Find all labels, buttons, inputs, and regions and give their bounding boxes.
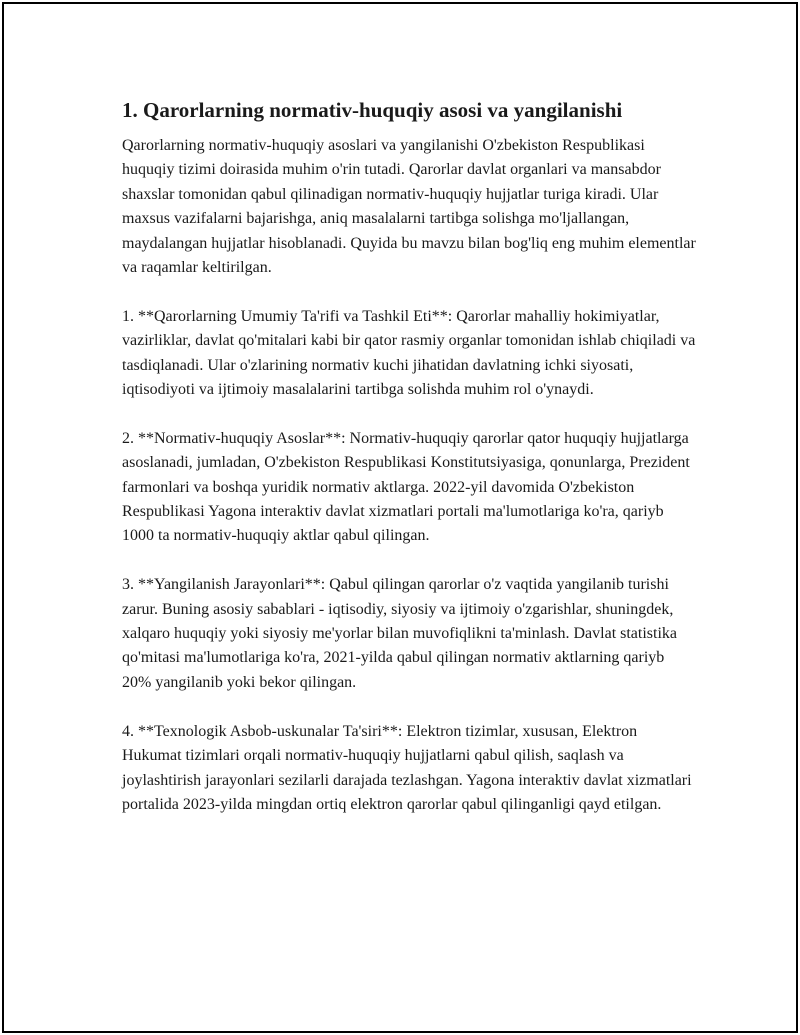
paragraph-2-legal-basis: 2. **Normativ-huquqiy Asoslar**: Normativ-huquqiy qarorlar qator huquqiy hujjatlarga asoslanadi, jumladan, O'zbekiston Respublikasi Konstitutsiyasiga, qonunlarga, Prezident farmonlari va boshqa yuridik normativ aktlarga. 2022-yil davomida O'zbekiston Respublikasi Yagona interaktiv davlat xizmatlari portali ma'lumotlariga ko'ra, qariyb 1000 ta normativ-huquqiy aktlar qabul qilingan.	[122, 429, 690, 545]
intro-paragraph: Qarorlarning normativ-huquqiy asoslari va yangilanishi O'zbekiston Respublikasi huquqiy tizimi doirasida muhim o'rin tutadi. Qarorlar davlat organlari va mansabdor shaxslar tomonidan qabul qilinadigan normativ-huquqiy hujjatlar turiga kiradi. Ular maxsus vazifalarni bajarishga, aniq masalalarni tartibga solishga mo'ljallangan, maydalangan hujjatlar hisoblanadi. Quyida bu mavzu bilan bog'liq eng muhim elementlar va raqamlar keltirilgan.	[122, 137, 696, 277]
paragraph-1-definition: 1. **Qarorlarning Umumiy Ta'rifi va Tashkil Eti**: Qarorlar mahalliy hokimiyatlar, vazirliklar, davlat qo'mitalari kabi bir qator rasmiy organlar tomonidan ishlab chiqiladi va tasdiqlanadi. Ular o'zlarining normativ kuchi jihatidan davlatning ichki siyosati, iqtisodiyoti va ijtimoiy masalalarini tartibga solishda muhim rol o'ynaydi.	[122, 307, 696, 399]
paragraph-4-technology-impact: 4. **Texnologik Asbob-uskunalar Ta'siri**: Elektron tizimlar, xususan, Elektron Hukumat tizimlari orqali normativ-huquqiy hujjatlarni qabul qilish, saqlash va joylashtirish jarayonlari sezilarli darajada tezlashgan. Yagona interaktiv davlat xizmatlari portalida 2023-yilda mingdan ortiq elektron qarorlar qabul qilinganligi qayd etilgan.	[122, 722, 692, 813]
paragraph-3-update-process: 3. **Yangilanish Jarayonlari**: Qabul qilingan qarorlar o'z vaqtida yangilanib turishi zarur. Buning asosiy sabablari - iqtisodiy, siyosiy va ijtimoiy o'zgarishlar, shuningdek, xalqaro huquqiy yoki siyosiy me'yorlar bilan muvofiqlikni ta'minlash. Davlat statistika qo'mitasi ma'lumotlariga ko'ra, 2021-yilda qabul qilingan normativ aktlarning qariyb 20% yangilanib yoki bekor qilingan.	[122, 576, 678, 691]
document-body	[122, 96, 697, 842]
document-title: 1. Qarorlarning normativ-huquqiy asosi va yangilanishi	[122, 98, 623, 122]
page-frame	[2, 2, 798, 1033]
